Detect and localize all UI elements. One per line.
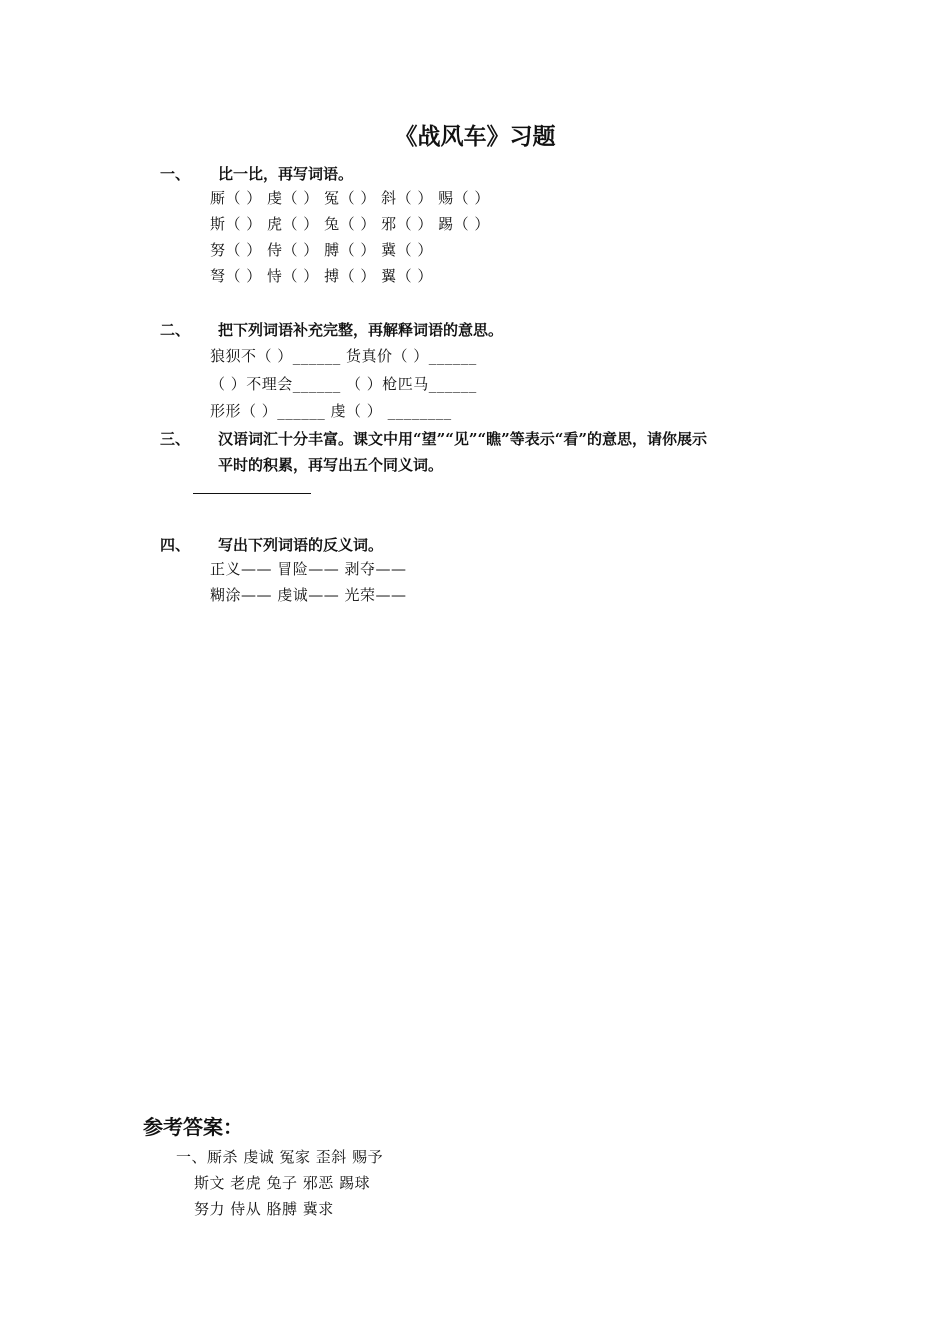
page-title: 《战风车》习题: [394, 123, 556, 150]
question-3-text-cont: 平时的积累，再写出五个同义词。: [218, 456, 444, 474]
question-1-row: 弩（ ） 恃（ ） 搏（ ） 翼（ ）: [210, 267, 433, 285]
question-1-row: 努（ ） 侍（ ） 膊（ ） 冀（ ）: [210, 241, 433, 259]
question-2-row: （ ）不理会______ （ ）枪匹马______: [210, 375, 477, 393]
question-1-text: 比一比，再写词语。: [218, 165, 354, 183]
question-2-number: 二、: [160, 321, 191, 339]
question-1-row: 厮（ ） 虔（ ） 冤（ ） 斜（ ） 赐（ ）: [210, 189, 490, 207]
answers-heading: 参考答案：: [143, 1115, 243, 1139]
answer-line: 斯文 老虎 兔子 邪恶 踢球: [194, 1174, 371, 1192]
question-2-text: 把下列词语补充完整，再解释词语的意思。: [218, 321, 504, 339]
question-4-text: 写出下列词语的反义词。: [218, 536, 384, 554]
question-3-number: 三、: [160, 430, 191, 448]
question-4-row: 糊涂—— 虔诚—— 光荣——: [210, 586, 407, 604]
question-4-row: 正义—— 冒险—— 剥夺——: [210, 560, 407, 578]
question-1-row: 斯（ ） 虎（ ） 兔（ ） 邪（ ） 踢（ ）: [210, 215, 490, 233]
question-3-text: 汉语词汇十分丰富。课文中用“望”“见”“瞧”等表示“看”的意思，请你展示: [218, 430, 708, 448]
question-2-row: 狼狈不（ ）______ 货真价（ ）______: [210, 347, 477, 365]
question-2-row: 形形（ ）______ 虔（ ） ________: [210, 402, 452, 420]
answer-blank-line: [193, 493, 311, 494]
question-4-number: 四、: [160, 536, 191, 554]
question-1-number: 一、: [160, 165, 191, 183]
answer-line: 努力 侍从 胳膊 冀求: [194, 1200, 334, 1218]
answer-line: 一、厮杀 虔诚 冤家 歪斜 赐予: [176, 1148, 384, 1166]
